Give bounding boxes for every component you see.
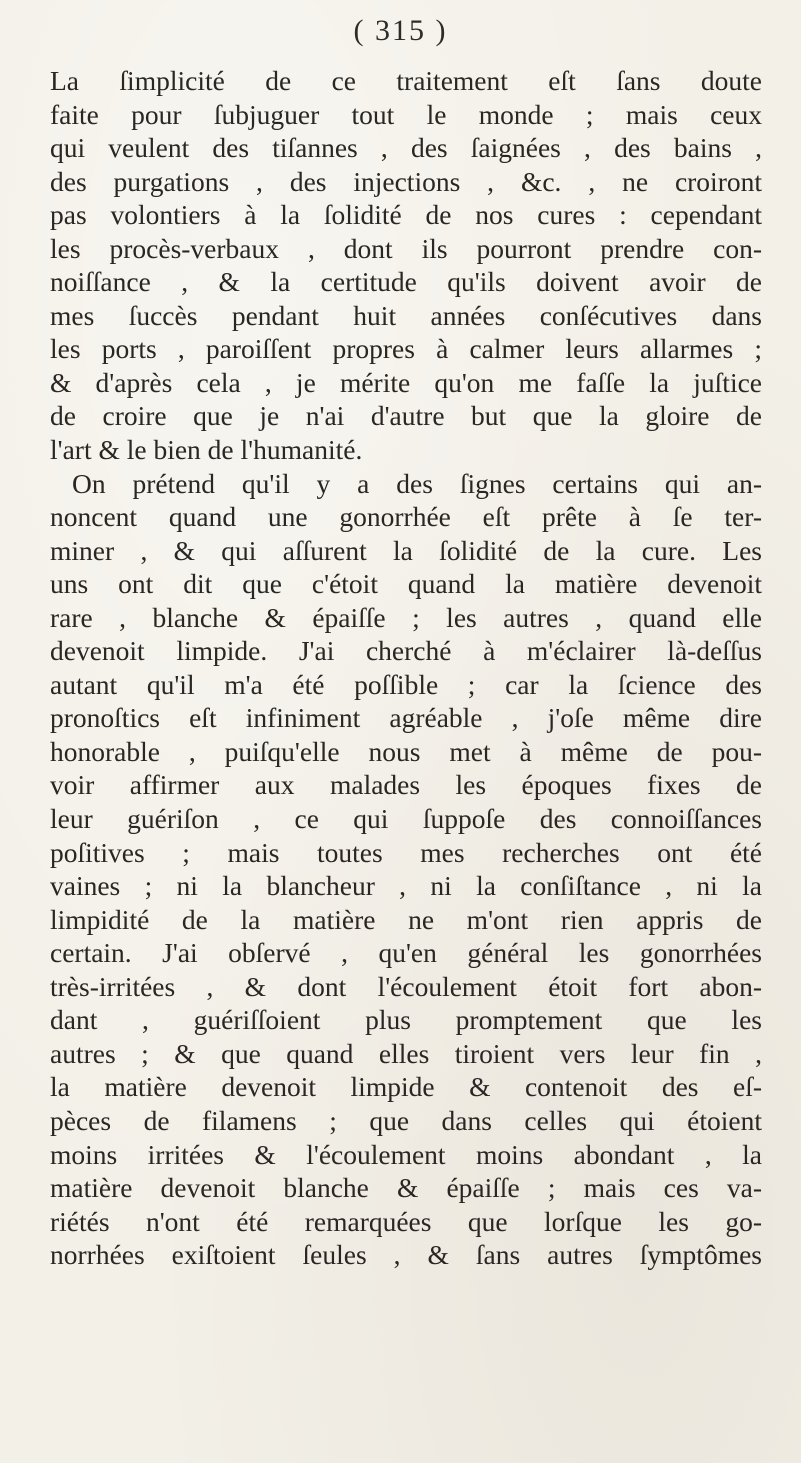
text-line: pronoſtics eſt infiniment agréable , j'oſe même dire xyxy=(50,702,762,734)
text-line: vaines ; ni la blancheur , ni la conſiſtance , ni la xyxy=(50,870,762,902)
page-number: ( 315 ) xyxy=(353,14,448,47)
text-line: les ports , paroiſſent propres à calmer leurs allarmes ; xyxy=(50,333,762,365)
text-line: autres ; & que quand elles tiroient vers leur fin , xyxy=(50,1037,762,1069)
text-line: faite pour ſubjuguer tout le monde ; mais ceux xyxy=(50,98,762,130)
text-line: très-irritées , & dont l'écoulement étoit fort abon- xyxy=(50,970,762,1002)
text-line: autant qu'il m'a été poſſible ; car la ſcience des xyxy=(50,668,762,700)
text-line: noiſſance , & la certitude qu'ils doivent avoir de xyxy=(50,266,762,298)
text-line: dant , guériſſoient plus promptement que les xyxy=(50,1004,762,1036)
text-line: miner , & qui aſſurent la ſolidité de la cure. Les xyxy=(50,534,762,566)
text-line: pas volontiers à la ſolidité de nos cures : cependant xyxy=(50,199,762,231)
text-line: norrhées exiſtoient ſeules , & ſans autres ſymptômes xyxy=(50,1239,762,1271)
text-line: La ſimplicité de ce traitement eſt ſans doute xyxy=(50,65,762,96)
text-line: riétés n'ont été remarquées que lorſque les go- xyxy=(50,1205,762,1237)
paragraph-1 xyxy=(50,64,762,467)
text-line: la matière devenoit limpide & contenoit des eſ- xyxy=(50,1071,762,1103)
text-line: les procès-verbaux , dont ils pourront prendre con- xyxy=(50,232,762,264)
text-line: limpidité de la matière ne m'ont rien appris de xyxy=(50,903,762,935)
text-line: honorable , puiſqu'elle nous met à même de pou- xyxy=(50,735,762,767)
text-line: l'art & le bien de l'humanité. xyxy=(50,434,363,466)
paragraph-2 xyxy=(50,467,762,1272)
text-line: devenoit limpide. J'ai cherché à m'éclairer là-deſſus xyxy=(50,635,762,667)
text-line: pèces de filamens ; que dans celles qui étoient xyxy=(50,1104,762,1136)
text-line: certain. J'ai obſervé , qu'en général les gonorrhées xyxy=(50,937,762,969)
text-line: uns ont dit que c'étoit quand la matière devenoit xyxy=(50,568,762,600)
text-line: On prétend qu'il y a des ſignes certains qui an- xyxy=(72,467,762,499)
text-line: matière devenoit blanche & épaiſſe ; mais ces va- xyxy=(50,1172,762,1204)
text-line: voir affirmer aux malades les époques fixes de xyxy=(50,769,762,801)
text-line: poſitives ; mais toutes mes recherches ont été xyxy=(50,836,762,868)
text-line: de croire que je n'ai d'autre but que la gloire de xyxy=(50,400,762,432)
text-line: des purgations , des injections , &c. , ne croiront xyxy=(50,165,762,197)
text-line: mes ſuccès pendant huit années conſécutives dans xyxy=(50,299,762,331)
text-line: qui veulent des tiſannes , des ſaignées , des bains , xyxy=(50,132,762,164)
text-line: rare , blanche & épaiſſe ; les autres , quand elle xyxy=(50,601,762,633)
text-line: noncent quand une gonorrhée eſt prête à ſe ter- xyxy=(50,501,762,533)
text-line: leur guériſon , ce qui ſuppoſe des connoiſſances xyxy=(50,803,762,835)
text-line: & d'après cela , je mérite qu'on me faſſe la juſtice xyxy=(50,366,762,398)
body-text xyxy=(50,64,762,1272)
text-line: moins irritées & l'écoulement moins abondant , la xyxy=(50,1138,762,1170)
